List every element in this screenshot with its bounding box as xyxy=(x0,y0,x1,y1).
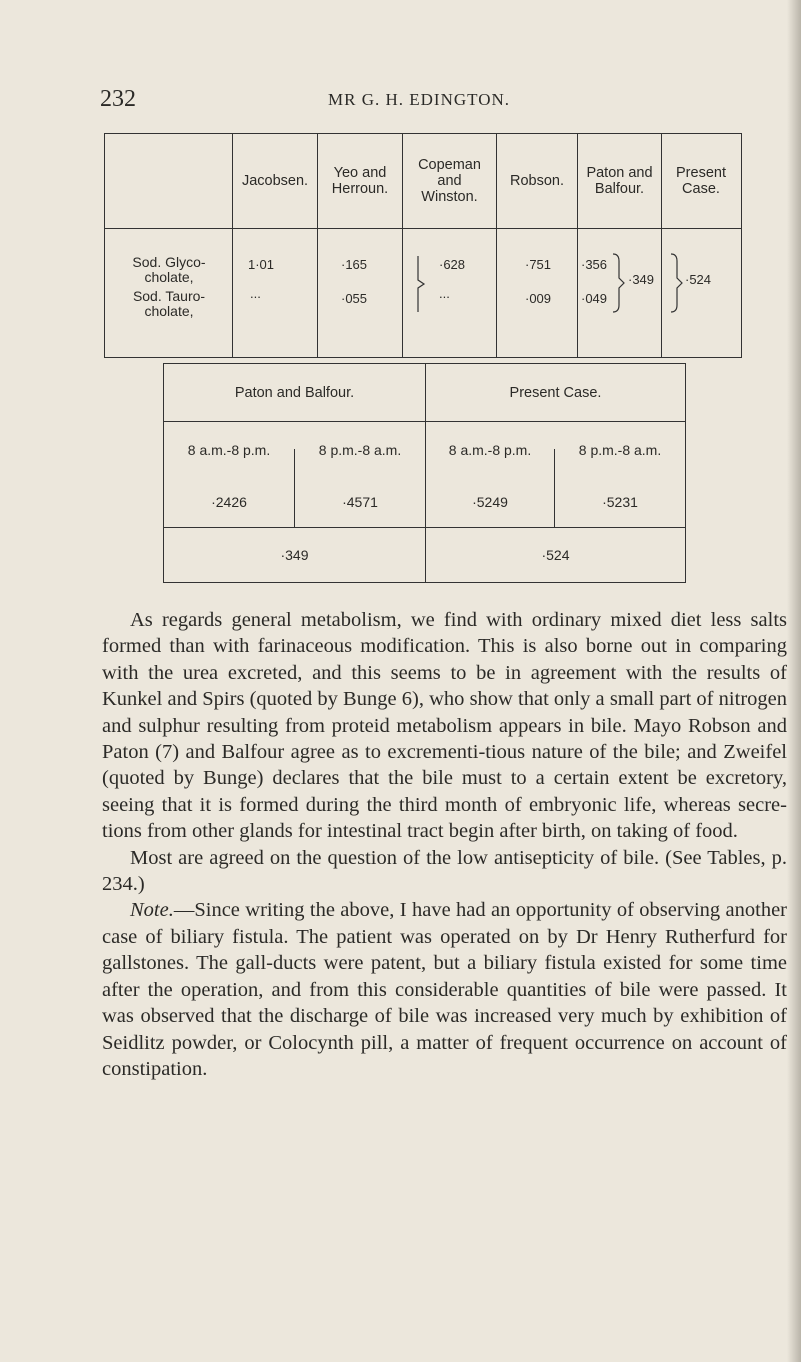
body-text xyxy=(102,607,787,1082)
brace-present xyxy=(669,251,685,315)
cell-robson-tauro: ·009 xyxy=(525,291,552,306)
sub-header-night: 8 p.m.-8 a.m. xyxy=(318,441,402,458)
value-present-night: ·5231 xyxy=(602,494,638,510)
cell-yeo-glyco: ·165 xyxy=(341,257,368,272)
cell-yeo-tauro: ·055 xyxy=(341,291,368,306)
cell-paton-tauro: ·049 xyxy=(581,291,608,306)
sub-header-day: 8 a.m.-8 p.m. xyxy=(448,441,532,458)
value-paton-night: ·4571 xyxy=(342,494,378,510)
sub-header-day: 8 a.m.-8 p.m. xyxy=(187,441,271,458)
sub-header-night: 8 p.m.-8 a.m. xyxy=(578,441,662,458)
col-header-yeo-herroun: Yeo and Herroun. xyxy=(331,165,389,197)
col-header-robson: Robson. xyxy=(509,173,564,189)
brace-paton xyxy=(611,251,627,315)
brace-copeman xyxy=(415,254,431,314)
cell-copeman-tauro: ... xyxy=(439,286,450,301)
group-header-paton-balfour: Paton and Balfour. xyxy=(234,384,355,401)
value-paton-day: ·2426 xyxy=(211,494,247,510)
page-edge-shadow xyxy=(787,0,801,1362)
total-present: ·524 xyxy=(541,547,570,563)
running-head xyxy=(100,86,790,116)
cell-copeman-combined: ·628 xyxy=(439,257,466,272)
cell-robson-glyco: ·751 xyxy=(525,257,552,272)
cell-paton-total: ·349 xyxy=(628,272,655,287)
note-label: Note. xyxy=(130,899,174,922)
value-present-day: ·5249 xyxy=(472,494,508,510)
paragraph-metabolism: As regards general metabolism, we find with ordinary mixed diet less salts formed than with farinaceous modification. This is also borne out in comparing with the urea excreted, and this seems to be in agreement with the results of Kunkel and Spirs (quoted by Bunge 6), who show that only a small part of nitrogen and sulphur resulting from proteid metabolism appears in bile. Mayo Robson and Paton (7) and Balfour agree as to excrementi-tious nature of the bile; and Zweifel (quoted by Bunge) declares that the bile must to a certain extent be excretory, seeing that it is formed during the third month of embryonic life, whereas secre-tions from other glands for intestinal tract begin after birth, on taking of food. xyxy=(102,609,787,843)
cell-jacobsen-tauro: ... xyxy=(250,286,261,301)
paragraph-note xyxy=(102,897,787,1082)
col-header-jacobsen: Jacobsen. xyxy=(241,173,309,189)
day-night-bile-salts-table xyxy=(163,363,686,583)
table-rule xyxy=(105,228,741,229)
running-title: MR G. H. EDINGTON. xyxy=(328,90,511,109)
col-header-copeman-winston: Copeman and Winston. xyxy=(418,157,481,205)
col-header-paton-balfour: Paton and Balfour. xyxy=(586,165,653,197)
row-label-glycocholate: Sod. Glyco-cholate, xyxy=(132,254,206,285)
total-paton: ·349 xyxy=(280,547,309,563)
row-label-taurocholate: Sod. Tauro-cholate, xyxy=(132,288,206,319)
group-header-present-case: Present Case. xyxy=(509,384,602,401)
note-text: —Since writing the above, I have had an opportunity of observing another case of biliary fistula. The patient was operated on by Dr Henry Rutherfurd for gallstones. The gall-ducts were patent, but a biliary fistula existed for some time after the operation, and from this considerable quantities of bile were passed. It was observed that the discharge of bile was increased very much by exhibition of Seidlitz powder, or Colocynth pill, a matter of frequent occurrence on account of constipation. xyxy=(102,899,787,1080)
cell-present-total: ·524 xyxy=(685,272,712,287)
cell-jacobsen-glyco: 1·01 xyxy=(248,257,275,272)
col-header-present-case: Present Case. xyxy=(676,165,726,197)
paragraph-antisepticity: Most are agreed on the question of the low antisepticity of bile. (See Tables, p. 234.) xyxy=(102,846,787,896)
page-number: 232 xyxy=(100,86,136,112)
bile-salts-comparison-table xyxy=(104,133,742,358)
cell-paton-glyco: ·356 xyxy=(581,257,608,272)
